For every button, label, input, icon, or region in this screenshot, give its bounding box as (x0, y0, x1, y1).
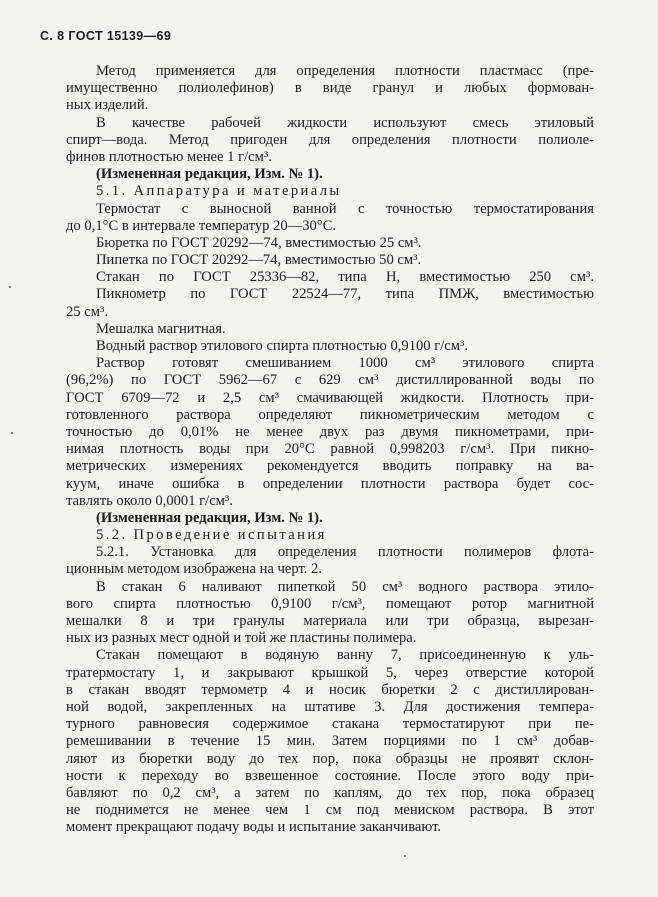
text-line: ности к переходу во взвешенное состояние. После этого воду при- (66, 767, 594, 784)
text-line: Бюретка по ГОСТ 20292—74, вместимостью 25 см³. (96, 234, 422, 251)
text-line: тратермостату 1, и закрывают крышкой 5, через отверстие которой (66, 664, 594, 681)
text-line: Водный раствор этилового спирта плотностью 0,9100 г/см³. (96, 338, 469, 354)
text-line: В стакан 6 наливают пипеткой 50 см³ водного раствора этило- (96, 578, 594, 595)
text-line: ГОСТ 6709—72 и 2,5 см³ смачивающей жидкости. Плотность при- (66, 389, 594, 406)
text-line: Стакан помещают в водяную ванну 7, присоединенную к уль- (96, 647, 594, 664)
amendment-note: (Измененная редакция, Изм. № 1). (96, 509, 323, 526)
text-line: готовленного раствора определяют пикнометрическим методом с (66, 406, 594, 423)
text-line: ремешивании в течение 15 мин. Затем порциями по 1 см³ добав- (66, 733, 594, 750)
text-line: точностью до 0,01% не менее двух раз двумя пикнометрами, при- (66, 423, 594, 440)
text-line: нимая плотность воды при 20°С равной 0,998203 г/см³. При пикно- (66, 441, 594, 458)
text-line: ляют из бюретки воду до тех пор, пока образцы не проявят склон- (66, 750, 594, 767)
text-line: мешалки 8 и три гранулы материала или три образца, вырезан- (66, 613, 594, 629)
scan-speck (9, 286, 11, 288)
text-line: вого спирта плотностью 0,9100 г/см³, помещают ротор магнитной (66, 595, 594, 612)
text-line: в стакан вводят термометр 4 и носик бюретки 2 с дистиллирован- (66, 681, 594, 698)
text-line: ной водой, закрепленных на штативе 3. Для достижения темпера- (66, 698, 594, 715)
text-line: бавляют по 0,2 см³, а затем по каплям, до тех пор, пока образец (66, 784, 594, 801)
scan-speck (404, 855, 406, 857)
body-text (66, 63, 594, 836)
text-line: ных из разных мест одной и той же пластины полимера. (66, 630, 417, 647)
text-line: тавлять около 0,0001 г/см³. (66, 492, 233, 509)
text-line: Стакан по ГОСТ 25336—82, типа Н, вместимостью 250 см³. (96, 269, 594, 286)
text-line: ционным методом изображена на черт. 2. (66, 561, 322, 578)
text-line: момент прекращают подачу воды и испытание заканчивают. (66, 819, 442, 836)
text-line: Термостат с выносной ванной с точностью термостатирования (96, 200, 594, 217)
text-line: 25 см³. (66, 303, 108, 320)
text-line: Мешалка магнитная. (96, 320, 226, 337)
text-line: имущественно полиолефинов) в виде гранул и любых формован- (66, 80, 594, 97)
page-header: С. 8 ГОСТ 15139—69 (40, 29, 172, 43)
text-line: В качестве рабочей жидкости используют смесь этиловый (96, 114, 594, 131)
text-line: Раствор готовят смешиванием 1000 см³ этилового спирта (96, 355, 594, 372)
section-heading: 5.1. Аппаратура и материалы (96, 183, 342, 200)
text-line: спирт—вода. Метод пригоден для определения плотности полиоле- (66, 131, 594, 148)
text-line: куум, иначе ошибка в определении плотности раствора будет сос- (66, 475, 594, 492)
text-line: метрических измерениях рекомендуется вводить поправку на ва- (66, 458, 594, 475)
scan-speck (11, 432, 13, 434)
text-line: (96,2%) по ГОСТ 5962—67 с 629 см³ дистиллированной воды по (66, 372, 594, 389)
text-line: Метод применяется для определения плотности пластмасс (пре- (96, 63, 594, 79)
text-line: турного равновесия содержимое стакана термостатируют при пе- (66, 716, 594, 733)
text-line: не поднимется не менее чем 1 см под мениском раствора. В этот (66, 802, 594, 819)
text-line: ных изделий. (66, 97, 149, 114)
section-heading: 5.2. Проведение испытания (96, 527, 327, 544)
text-line: Пикнометр по ГОСТ 22524—77, типа ПМЖ, вместимостью (96, 286, 594, 303)
amendment-note: (Измененная редакция, Изм. № 1). (96, 166, 323, 183)
text-line: финов плотностью менее 1 г/см³. (66, 148, 272, 165)
text-line: 5.2.1. Установка для определения плотности полимеров флота- (96, 544, 594, 561)
text-line: Пипетка по ГОСТ 20292—74, вместимостью 50 см³. (96, 252, 422, 269)
text-line: до 0,1°С в интервале температур 20—30°С. (66, 217, 337, 234)
